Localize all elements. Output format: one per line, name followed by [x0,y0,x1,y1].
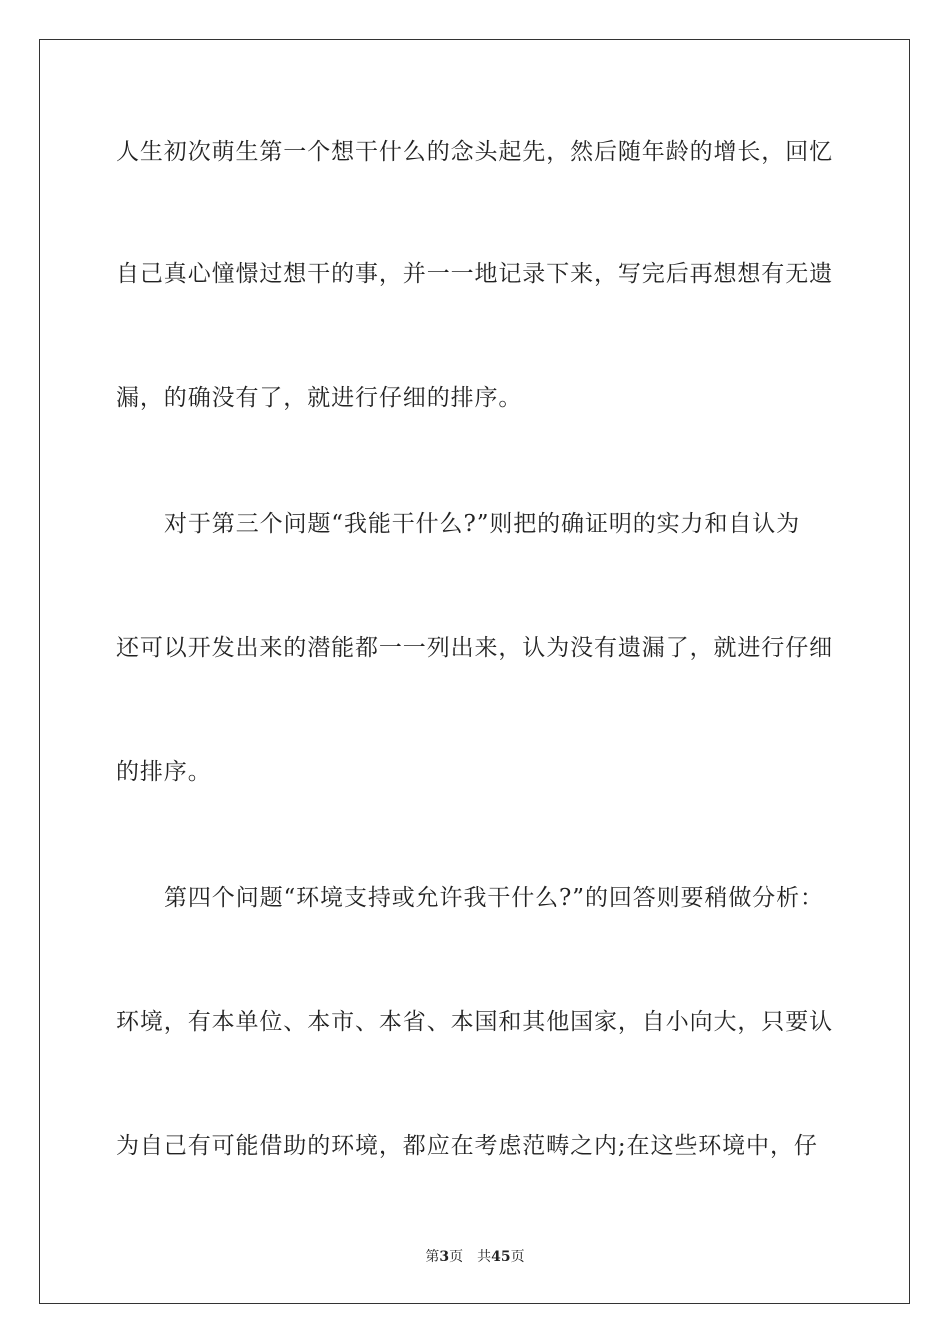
paragraph-line: 对于第三个问题“我能干什么?”则把的确证明的实力和自认为 [164,511,801,537]
paragraph-line: 自己真心憧憬过想干的事，并一一地记录下来，写完后再想想有无遗 [116,261,833,287]
page-prefix: 第 [425,1249,440,1265]
paragraph-line: 为自己有可能借助的环境，都应在考虑范畴之内;在这些环境中，仔 [116,1133,818,1159]
paragraph-line: 环境，有本单位、本市、本省、本国和其他国家，自小向大，只要认 [116,1009,833,1035]
paragraph-line: 还可以开发出来的潜能都一一列出来，认为没有遗漏了，就进行仔细 [116,635,833,661]
paragraph-line: 第四个问题“环境支持或允许我干什么?”的回答则要稍做分析： [164,885,824,911]
page-border [39,39,910,1304]
paragraph-line: 人生初次萌生第一个想干什么的念头起先，然后随年龄的增长，回忆 [116,139,833,165]
total-suffix: 页 [510,1249,525,1265]
page-suffix: 页 [449,1249,464,1265]
total-prefix: 共 [477,1249,492,1265]
total-pages: 45 [491,1249,511,1265]
page-number: 3 [439,1249,450,1265]
page-footer [0,1248,950,1266]
paragraph-line: 漏，的确没有了，就进行仔细的排序。 [116,385,523,411]
paragraph-line: 的排序。 [116,759,212,785]
